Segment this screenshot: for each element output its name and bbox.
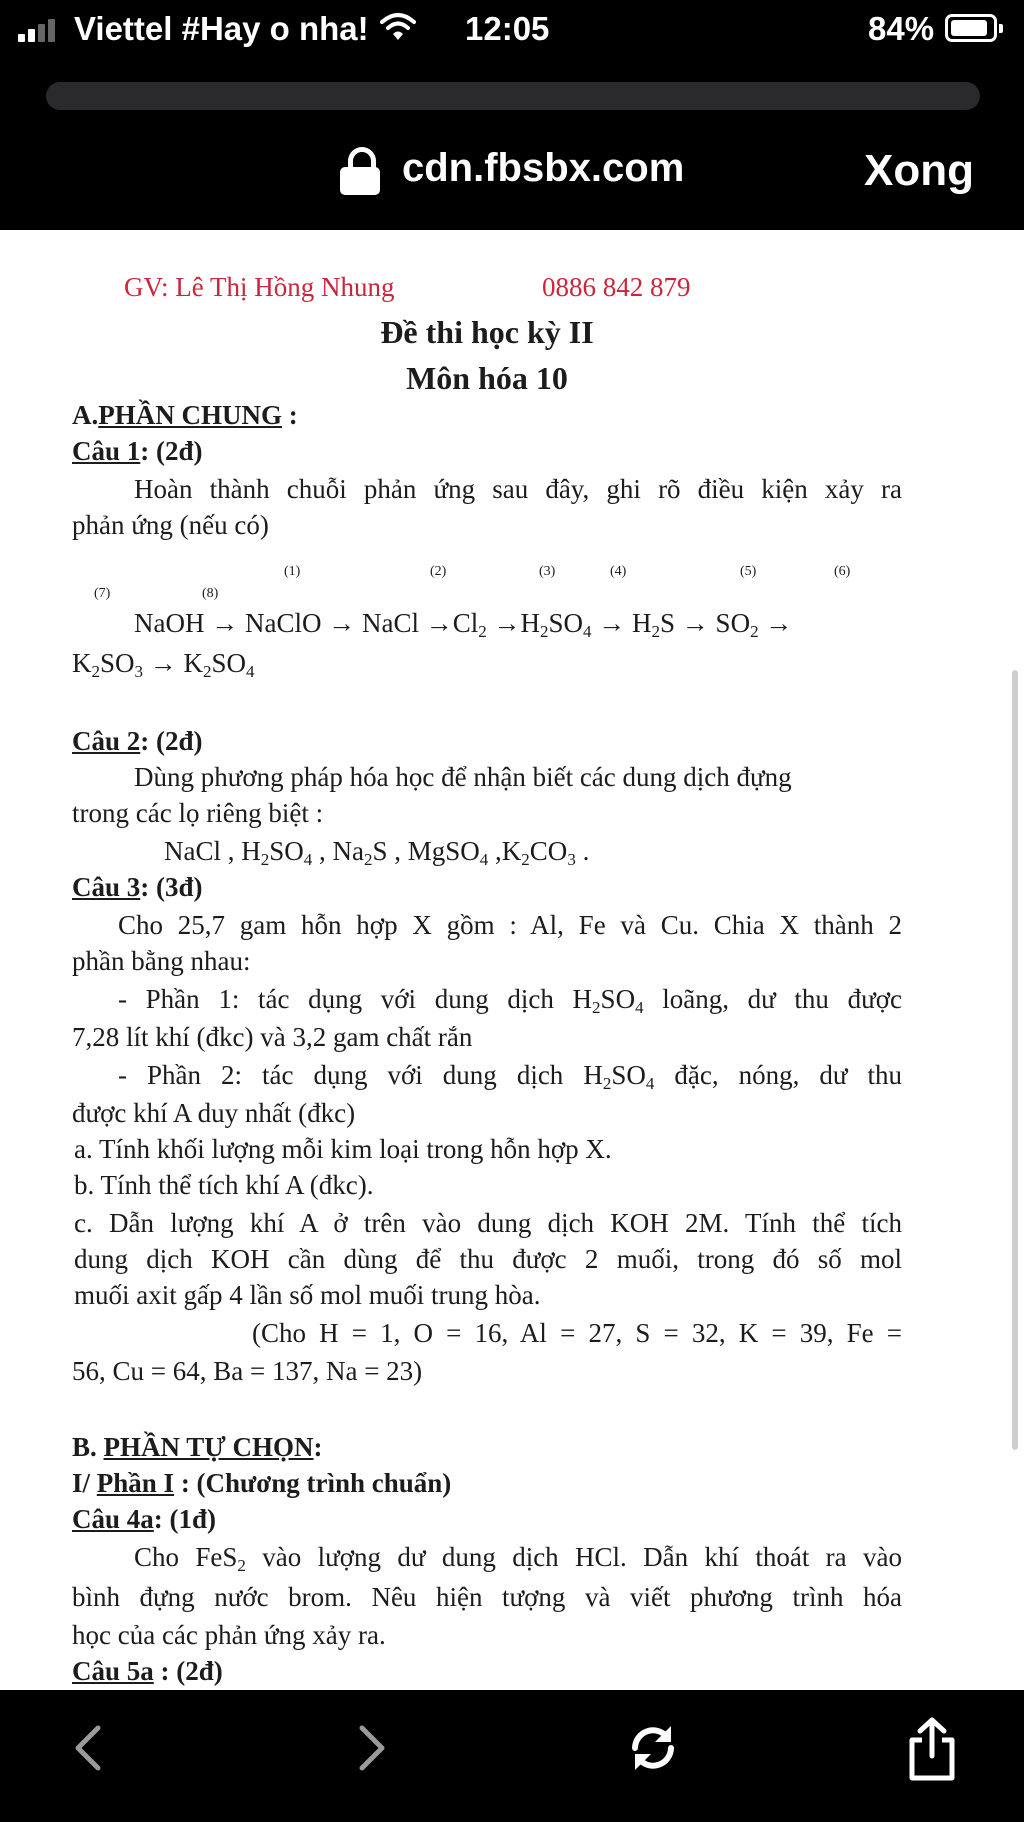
battery-percentage: 84%	[868, 10, 935, 47]
battery-icon	[945, 14, 997, 42]
q1-reaction-chain-line1: NaOH → NaClO → NaCl $\to Cl_2 \to H_2SO_4 \to H_2S \to SO_2$ →	[134, 608, 793, 641]
q1-text-line2: phản ứng (nếu có)	[72, 510, 269, 540]
teacher-name: GV: Lê Thị Hồng Nhung	[124, 272, 395, 302]
q5a-heading: Câu 5a : (2đ)	[72, 1656, 223, 1686]
q4a-heading: Câu 4a: (1đ)	[72, 1504, 217, 1534]
q2-heading: Câu 2: (2đ)	[72, 726, 203, 756]
q1-heading: Câu 1: (2đ)	[72, 436, 203, 466]
q3-question-a: a. Tính khối lượng mỗi kim loại trong hỗn hợp X.	[74, 1134, 612, 1164]
browser-header	[0, 62, 1024, 230]
status-bar	[0, 0, 1024, 62]
q3-text-line2: phần bằng nhau:	[72, 946, 251, 976]
forward-icon[interactable]	[352, 1720, 392, 1776]
q3-atomic-masses-line1: (Cho H = 1, O = 16, Al = 27, S = 32, K = 39, Fe =	[252, 1318, 902, 1348]
q4a-text-line3: học của các phản ứng xảy ra.	[72, 1620, 386, 1650]
browser-toolbar	[0, 1690, 1024, 1822]
q1-text-line1: Hoàn thành chuỗi phản ứng sau đây, ghi rõ điều kiện xảy ra	[134, 474, 902, 504]
scrollbar[interactable]	[1012, 670, 1018, 1450]
q3-part2-line1: - Phần 2: tác dụng với dung dịch $H_2SO_4$ đặc, nóng, dư thu	[118, 1060, 902, 1093]
q2-text-line2: trong các lọ riêng biệt :	[72, 798, 324, 828]
q3-part2-line2: được khí A duy nhất (đkc)	[72, 1098, 356, 1128]
document-page: GV: Lê Thị Hồng Nhung 0886 842 879 Đề thi học kỳ II Môn hóa 10 A.PHẦN CHUNG : Câu 1: (2đ) Hoàn thành chuỗi phản ứng sau đây, ghi rõ điều kiện xảy ra phản ứng (nếu có) (1) (2) (3) (4) (5) (6) (7) (8) NaOH → NaClO → NaCl $\to Cl_2 \to H_2SO_4 \to H_2S \to SO_2$ → $K_2SO_3 \to K_2SO_4$ Câu 2: (2đ) Dùng phương pháp hóa học để nhận biết các dung dịch đựng trong các lọ riêng biệt : NaCl , $H_2SO_4$ , $Na_2S$ , MgSO$_4$ $,K_2CO_3$ . Câu 3: (3đ) Cho 25,7 gam hỗn hợp X gồm : Al, Fe và Cu. Chia X thành 2 phần bằng nhau: - Phần 1: tác dụng với dung dịch $H_2SO_4$ loãng, dư thu được 7,28 lít khí (đkc) và 3,2 gam chất rắn - Phần 2: tác dụng với dung dịch $H_2SO_4$ đặc, nóng, dư thu được khí A duy nhất (đkc) a. Tính khối lượng mỗi kim loại trong hỗn hợp X. b. Tính thể tích khí A (đkc). c. Dẫn lượng khí A ở trên vào dung dịch KOH 2M. Tính thể tích dung dịch KOH cần dùng để thu được 2 muối, trong đó số mol muối axit gấp 4 lần số mol muối trung hòa. (Cho H = 1, O = 16, Al = 27, S = 32, K = 39, Fe = 56, Cu = 64, Ba = 137, Na = 23) B. PHẦN TỰ CHỌN: I/ Phần I : (Chương trình chuẩn) Câu 4a: (1đ) Cho FeS$_2$ vào lượng dư dung dịch HCl. Dẫn khí thoát ra vào bình đựng nước brom. Nêu hiện tượng và viết phương trình hóa học của các phản ứng xảy ra. Câu 5a : (2đ)	[0, 230, 1024, 1690]
q3-question-b: b. Tính thể tích khí A (đkc).	[74, 1170, 374, 1200]
carrier-name: Viettel #Hay o nha!	[74, 10, 369, 47]
lock-icon	[340, 147, 380, 195]
q3-question-c-line2: dung dịch KOH cần dùng để thu được 2 muối, trong đó số mol	[74, 1244, 902, 1274]
url-label[interactable]: cdn.fbsbx.com	[402, 146, 685, 190]
q3-text-line1: Cho 25,7 gam hỗn hợp X gồm : Al, Fe và Cu. Chia X thành 2	[118, 910, 902, 940]
share-icon[interactable]	[906, 1716, 958, 1782]
sheet-grabber[interactable]	[46, 82, 980, 110]
cellular-signal-icon	[18, 18, 64, 42]
q3-question-c-line3: muối axit gấp 4 lần số mol muối trung hòa.	[74, 1280, 541, 1310]
q3-heading: Câu 3: (3đ)	[72, 872, 203, 902]
wifi-icon	[380, 12, 416, 42]
reload-icon[interactable]	[625, 1720, 681, 1776]
q3-question-c-line1: c. Dẫn lượng khí A ở trên vào dung dịch KOH 2M. Tính thể tích	[74, 1208, 902, 1238]
part1-heading: I/ Phần I : (Chương trình chuẩn)	[72, 1468, 452, 1498]
teacher-phone: 0886 842 879	[542, 272, 691, 302]
done-button[interactable]: Xong	[864, 146, 974, 195]
q1-reaction-chain-line2: $K_2SO_3 \to K_2SO_4$	[72, 648, 255, 681]
q2-solution-list: NaCl , $H_2SO_4$ , $Na_2S$ , MgSO$_4$ $,K_2CO_3$ .	[164, 836, 590, 869]
section-b-heading: B. PHẦN TỰ CHỌN:	[72, 1432, 323, 1462]
q3-part1-line1: - Phần 1: tác dụng với dung dịch $H_2SO_4$ loãng, dư thu được	[118, 984, 902, 1017]
q3-part1-line2: 7,28 lít khí (đkc) và 3,2 gam chất rắn	[72, 1022, 473, 1052]
q4a-text-line1: Cho FeS$_2$ vào lượng dư dung dịch HCl. Dẫn khí thoát ra vào	[134, 1542, 902, 1575]
clock: 12:05	[465, 10, 550, 47]
q2-text-line1: Dùng phương pháp hóa học để nhận biết các dung dịch đựng	[134, 762, 792, 792]
section-a-heading: A.PHẦN CHUNG :	[72, 400, 298, 430]
exam-title: Đề thi học kỳ II	[380, 314, 594, 350]
q3-atomic-masses-line2: 56, Cu = 64, Ba = 137, Na = 23)	[72, 1356, 423, 1386]
exam-subject: Môn hóa 10	[406, 360, 568, 396]
q4a-text-line2: bình đựng nước brom. Nêu hiện tượng và viết phương trình hóa	[72, 1582, 902, 1612]
back-icon[interactable]	[68, 1720, 108, 1776]
